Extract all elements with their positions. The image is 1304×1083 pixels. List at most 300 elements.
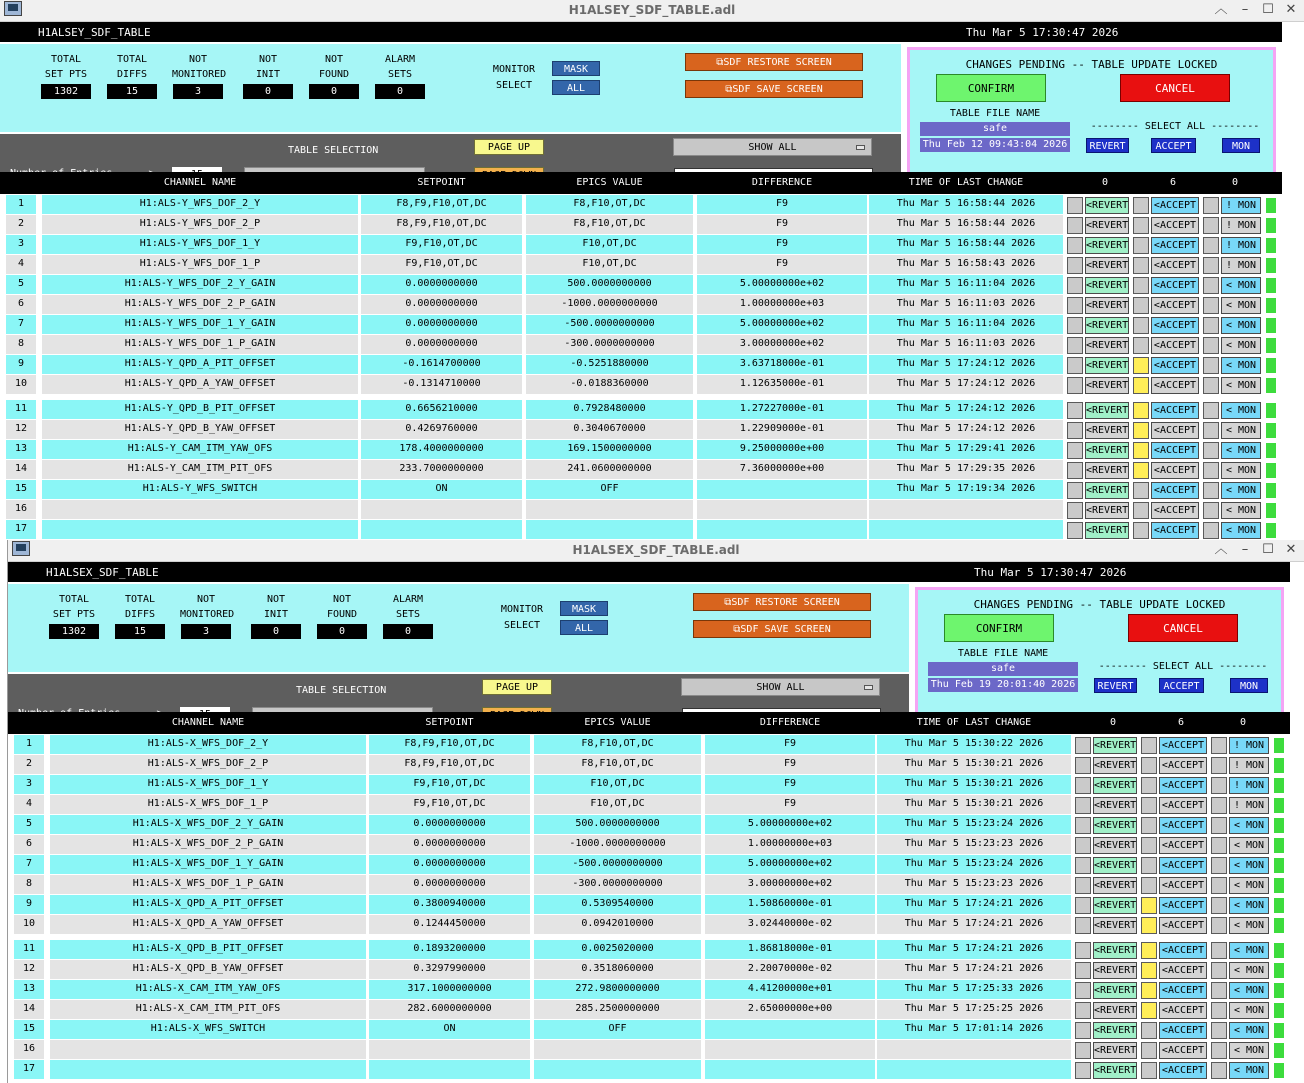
accept-button[interactable]: <ACCEPT <box>1151 422 1199 439</box>
cancel-button[interactable]: CANCEL <box>1120 74 1230 102</box>
revert-checkbox[interactable] <box>1075 837 1091 854</box>
collapse-icon[interactable]: ︿ <box>1214 2 1228 17</box>
channel-name: H1:ALS-X_WFS_DOF_1_P <box>50 795 366 814</box>
accept-button[interactable]: <ACCEPT <box>1159 797 1207 814</box>
accept-checkbox[interactable] <box>1141 797 1157 814</box>
difference-value: 5.00000000e+02 <box>697 275 867 294</box>
revert-button[interactable]: <REVERT <box>1093 1042 1137 1059</box>
accept-button[interactable]: <ACCEPT <box>1159 1022 1207 1039</box>
mon-checkbox[interactable] <box>1203 402 1219 419</box>
revert-checkbox[interactable] <box>1067 442 1083 459</box>
header-mon-count: 0 <box>1231 177 1239 188</box>
show-all-menu[interactable] <box>681 678 880 696</box>
mon-button[interactable]: < MON <box>1221 357 1261 374</box>
accept-button[interactable]: <ACCEPT <box>1151 462 1199 479</box>
mon-checkbox[interactable] <box>1211 1022 1227 1039</box>
revert-checkbox[interactable] <box>1067 277 1083 294</box>
mon-checkbox[interactable] <box>1211 1002 1227 1019</box>
channel-name: H1:ALS-X_QPD_A_YAW_OFFSET <box>50 915 366 934</box>
accept-checkbox[interactable] <box>1133 442 1149 459</box>
mon-checkbox[interactable] <box>1211 737 1227 754</box>
mon-checkbox[interactable] <box>1211 982 1227 999</box>
accept-checkbox[interactable] <box>1133 522 1149 539</box>
mon-checkbox[interactable] <box>1203 277 1219 294</box>
mon-checkbox[interactable] <box>1203 377 1219 394</box>
revert-checkbox[interactable] <box>1075 1022 1091 1039</box>
table-row <box>0 195 1282 215</box>
revert-checkbox[interactable] <box>1075 982 1091 999</box>
revert-button[interactable]: <REVERT <box>1085 277 1129 294</box>
revert-checkbox[interactable] <box>1067 502 1083 519</box>
mon-button[interactable]: < MON <box>1229 982 1269 999</box>
mon-checkbox[interactable] <box>1203 337 1219 354</box>
select-all-mon-button[interactable]: MON <box>1222 138 1260 153</box>
show-all-menu[interactable] <box>673 138 872 156</box>
table-row <box>0 355 1282 375</box>
channel-name: H1:ALS-X_WFS_DOF_1_Y <box>50 775 366 794</box>
mon-checkbox[interactable] <box>1203 482 1219 499</box>
status-led <box>1274 838 1284 853</box>
mon-button[interactable]: < MON <box>1229 1022 1269 1039</box>
mon-button[interactable]: < MON <box>1229 1042 1269 1059</box>
accept-checkbox[interactable] <box>1133 217 1149 234</box>
mon-button[interactable]: ! MON <box>1221 257 1261 274</box>
accept-button[interactable]: <ACCEPT <box>1159 962 1207 979</box>
revert-button[interactable]: <REVERT <box>1093 982 1137 999</box>
accept-button[interactable]: <ACCEPT <box>1151 317 1199 334</box>
table-row <box>8 980 1290 1000</box>
select-all-accept-button[interactable]: ACCEPT <box>1151 138 1196 153</box>
revert-checkbox[interactable] <box>1075 797 1091 814</box>
revert-checkbox[interactable] <box>1075 737 1091 754</box>
row-number: 16 <box>6 500 36 519</box>
accept-checkbox[interactable] <box>1141 1042 1157 1059</box>
mon-checkbox[interactable] <box>1203 237 1219 254</box>
mon-button[interactable]: < MON <box>1221 442 1261 459</box>
accept-button[interactable]: <ACCEPT <box>1151 297 1199 314</box>
mon-button[interactable]: ! MON <box>1229 797 1269 814</box>
accept-checkbox[interactable] <box>1141 982 1157 999</box>
row-number: 7 <box>14 855 44 874</box>
accept-checkbox[interactable] <box>1133 317 1149 334</box>
confirm-button[interactable]: CONFIRM <box>944 614 1054 642</box>
header-revert-count: 0 <box>1101 177 1109 188</box>
maximize-icon[interactable]: ☐ <box>1262 2 1274 17</box>
accept-button[interactable]: <ACCEPT <box>1151 217 1199 234</box>
accept-checkbox[interactable] <box>1133 377 1149 394</box>
stats-panel <box>0 44 901 132</box>
select-all-mon-button[interactable]: MON <box>1230 678 1268 693</box>
mon-checkbox[interactable] <box>1203 422 1219 439</box>
accept-checkbox[interactable] <box>1133 502 1149 519</box>
accept-button[interactable]: <ACCEPT <box>1151 377 1199 394</box>
mon-button[interactable]: < MON <box>1229 917 1269 934</box>
revert-button[interactable]: <REVERT <box>1085 377 1129 394</box>
mon-checkbox[interactable] <box>1211 777 1227 794</box>
row-number: 14 <box>14 1000 44 1019</box>
revert-button[interactable]: <REVERT <box>1093 817 1137 834</box>
mon-button[interactable]: < MON <box>1229 1062 1269 1079</box>
revert-button[interactable]: <REVERT <box>1093 1022 1137 1039</box>
time-of-last-change: Thu Mar 5 17:29:35 2026 <box>869 460 1063 479</box>
accept-checkbox[interactable] <box>1141 1062 1157 1079</box>
screen-content <box>0 22 1304 540</box>
mon-button[interactable]: < MON <box>1229 877 1269 894</box>
status-led <box>1274 983 1284 998</box>
accept-checkbox[interactable] <box>1141 1002 1157 1019</box>
mon-checkbox[interactable] <box>1211 942 1227 959</box>
channel-name: H1:ALS-X_WFS_DOF_2_Y <box>50 735 366 754</box>
mon-checkbox[interactable] <box>1211 1042 1227 1059</box>
mon-button[interactable]: < MON <box>1221 377 1261 394</box>
revert-checkbox[interactable] <box>1067 357 1083 374</box>
accept-button[interactable]: <ACCEPT <box>1159 897 1207 914</box>
accept-checkbox[interactable] <box>1141 817 1157 834</box>
revert-button[interactable]: <REVERT <box>1085 297 1129 314</box>
epics-value: 500.0000000000 <box>526 275 693 294</box>
accept-button[interactable]: <ACCEPT <box>1151 402 1199 419</box>
revert-checkbox[interactable] <box>1075 877 1091 894</box>
select-all-accept-button[interactable]: ACCEPT <box>1159 678 1204 693</box>
mon-button[interactable]: < MON <box>1221 482 1261 499</box>
table-row <box>0 295 1282 315</box>
mon-checkbox[interactable] <box>1203 257 1219 274</box>
revert-button[interactable]: <REVERT <box>1093 857 1137 874</box>
accept-checkbox[interactable] <box>1141 917 1157 934</box>
close-icon[interactable]: ✕ <box>1285 542 1297 557</box>
setpoint-value <box>369 1040 530 1059</box>
accept-checkbox[interactable] <box>1141 837 1157 854</box>
mon-button[interactable]: ! MON <box>1221 237 1261 254</box>
revert-button[interactable]: <REVERT <box>1093 777 1137 794</box>
accept-button[interactable]: <ACCEPT <box>1151 482 1199 499</box>
revert-checkbox[interactable] <box>1067 197 1083 214</box>
revert-button[interactable]: <REVERT <box>1093 1062 1137 1079</box>
channel-name: H1:ALS-X_WFS_DOF_1_P_GAIN <box>50 875 366 894</box>
close-icon[interactable]: ✕ <box>1285 2 1297 17</box>
accept-button[interactable]: <ACCEPT <box>1151 522 1199 539</box>
mon-button[interactable]: < MON <box>1229 897 1269 914</box>
stat-not-found: NOT FOUND 0 <box>308 52 360 99</box>
revert-button[interactable]: <REVERT <box>1085 257 1129 274</box>
revert-button[interactable]: <REVERT <box>1093 877 1137 894</box>
mon-button[interactable]: < MON <box>1229 1002 1269 1019</box>
status-led <box>1274 818 1284 833</box>
revert-checkbox[interactable] <box>1067 482 1083 499</box>
mon-button[interactable]: ! MON <box>1221 217 1261 234</box>
revert-checkbox[interactable] <box>1067 402 1083 419</box>
sdf-save-screen-button[interactable]: ⧉SDF SAVE SCREEN <box>685 80 863 98</box>
revert-checkbox[interactable] <box>1075 897 1091 914</box>
mon-checkbox[interactable] <box>1211 962 1227 979</box>
epics-value: F8,F10,OT,DC <box>534 735 701 754</box>
revert-checkbox[interactable] <box>1067 297 1083 314</box>
table-row <box>0 315 1282 335</box>
status-led <box>1266 278 1276 293</box>
accept-checkbox[interactable] <box>1141 942 1157 959</box>
revert-button[interactable]: <REVERT <box>1093 942 1137 959</box>
mon-button[interactable]: < MON <box>1221 462 1261 479</box>
difference-value: 7.36000000e+00 <box>697 460 867 479</box>
revert-checkbox[interactable] <box>1075 917 1091 934</box>
revert-checkbox[interactable] <box>1075 1002 1091 1019</box>
accept-button[interactable]: <ACCEPT <box>1151 442 1199 459</box>
mon-button[interactable]: < MON <box>1221 277 1261 294</box>
accept-checkbox[interactable] <box>1141 737 1157 754</box>
revert-button[interactable]: <REVERT <box>1085 357 1129 374</box>
sdf-restore-screen-button[interactable]: ⧉SDF RESTORE SCREEN <box>685 53 863 71</box>
accept-checkbox[interactable] <box>1133 357 1149 374</box>
status-led <box>1266 218 1276 233</box>
accept-checkbox[interactable] <box>1133 462 1149 479</box>
accept-checkbox[interactable] <box>1133 277 1149 294</box>
accept-button[interactable]: <ACCEPT <box>1151 337 1199 354</box>
mon-button[interactable]: < MON <box>1221 337 1261 354</box>
select-all-revert-button[interactable]: REVERT <box>1094 678 1137 693</box>
status-led <box>1274 758 1284 773</box>
difference-value: 3.63718000e-01 <box>697 355 867 374</box>
setpoint-value <box>369 1060 530 1079</box>
mon-button[interactable]: < MON <box>1221 402 1261 419</box>
accept-button[interactable]: <ACCEPT <box>1151 237 1199 254</box>
time-of-last-change: Thu Mar 5 17:24:21 2026 <box>877 915 1071 934</box>
mon-button[interactable]: ! MON <box>1229 757 1269 774</box>
all-button[interactable]: ALL <box>552 80 600 95</box>
accept-checkbox[interactable] <box>1141 962 1157 979</box>
accept-checkbox[interactable] <box>1133 402 1149 419</box>
revert-checkbox[interactable] <box>1075 962 1091 979</box>
revert-checkbox[interactable] <box>1067 217 1083 234</box>
revert-button[interactable]: <REVERT <box>1085 317 1129 334</box>
collapse-icon[interactable]: ︿ <box>1214 542 1228 557</box>
revert-checkbox[interactable] <box>1075 1062 1091 1079</box>
revert-button[interactable]: <REVERT <box>1085 482 1129 499</box>
setpoint-value: -0.1614700000 <box>361 355 522 374</box>
revert-checkbox[interactable] <box>1075 757 1091 774</box>
mon-checkbox[interactable] <box>1211 897 1227 914</box>
mon-checkbox[interactable] <box>1203 462 1219 479</box>
header-epics-value: EPICS VALUE <box>584 717 651 728</box>
difference-value: F9 <box>697 255 867 274</box>
revert-checkbox[interactable] <box>1067 257 1083 274</box>
mask-button[interactable]: MASK <box>560 601 608 616</box>
mon-checkbox[interactable] <box>1211 1062 1227 1079</box>
row-number: 13 <box>6 440 36 459</box>
mon-checkbox[interactable] <box>1203 357 1219 374</box>
accept-button[interactable]: <ACCEPT <box>1159 1062 1207 1079</box>
difference-value: F9 <box>705 775 875 794</box>
channel-name: H1:ALS-Y_CAM_ITM_YAW_OFS <box>42 440 358 459</box>
mon-checkbox[interactable] <box>1211 817 1227 834</box>
status-led <box>1266 463 1276 478</box>
table-row <box>0 215 1282 235</box>
accept-button[interactable]: <ACCEPT <box>1151 197 1199 214</box>
mask-button[interactable]: MASK <box>552 61 600 76</box>
all-button[interactable]: ALL <box>560 620 608 635</box>
accept-checkbox[interactable] <box>1133 237 1149 254</box>
time-of-last-change: Thu Mar 5 17:25:33 2026 <box>877 980 1071 999</box>
mon-button[interactable]: < MON <box>1221 522 1261 539</box>
revert-button[interactable]: <REVERT <box>1093 962 1137 979</box>
accept-button[interactable]: <ACCEPT <box>1159 737 1207 754</box>
setpoint-value: 0.1893200000 <box>369 940 530 959</box>
mon-button[interactable]: ! MON <box>1229 777 1269 794</box>
revert-button[interactable]: <REVERT <box>1085 197 1129 214</box>
accept-button[interactable]: <ACCEPT <box>1159 917 1207 934</box>
accept-checkbox[interactable] <box>1133 297 1149 314</box>
revert-button[interactable]: <REVERT <box>1085 217 1129 234</box>
accept-button[interactable]: <ACCEPT <box>1151 357 1199 374</box>
mon-button[interactable]: < MON <box>1229 962 1269 979</box>
revert-checkbox[interactable] <box>1075 857 1091 874</box>
confirm-button[interactable]: CONFIRM <box>936 74 1046 102</box>
window-titlebar[interactable] <box>0 0 1304 22</box>
accept-checkbox[interactable] <box>1141 857 1157 874</box>
stat-not-found: NOT FOUND 0 <box>316 592 368 639</box>
mon-checkbox[interactable] <box>1203 217 1219 234</box>
revert-checkbox[interactable] <box>1067 337 1083 354</box>
accept-checkbox[interactable] <box>1141 897 1157 914</box>
accept-button[interactable]: <ACCEPT <box>1159 982 1207 999</box>
minimize-icon[interactable]: – <box>1241 2 1249 17</box>
accept-checkbox[interactable] <box>1141 877 1157 894</box>
sdf-restore-screen-button[interactable]: ⧉SDF RESTORE SCREEN <box>693 593 871 611</box>
setpoint-value: ON <box>369 1020 530 1039</box>
revert-button[interactable]: <REVERT <box>1093 917 1137 934</box>
revert-button[interactable]: <REVERT <box>1085 442 1129 459</box>
mon-checkbox[interactable] <box>1203 522 1219 539</box>
revert-checkbox[interactable] <box>1067 522 1083 539</box>
revert-button[interactable]: <REVERT <box>1093 757 1137 774</box>
channel-name: H1:ALS-X_CAM_ITM_YAW_OFS <box>50 980 366 999</box>
accept-checkbox[interactable] <box>1133 197 1149 214</box>
revert-checkbox[interactable] <box>1075 1042 1091 1059</box>
accept-checkbox[interactable] <box>1141 757 1157 774</box>
revert-button[interactable]: <REVERT <box>1085 502 1129 519</box>
revert-button[interactable]: <REVERT <box>1093 737 1137 754</box>
accept-button[interactable]: <ACCEPT <box>1159 857 1207 874</box>
channel-name: H1:ALS-Y_WFS_DOF_1_P_GAIN <box>42 335 358 354</box>
revert-button[interactable]: <REVERT <box>1085 337 1129 354</box>
accept-checkbox[interactable] <box>1133 337 1149 354</box>
revert-button[interactable]: <REVERT <box>1093 897 1137 914</box>
revert-button[interactable]: <REVERT <box>1093 797 1137 814</box>
mon-button[interactable]: ! MON <box>1229 737 1269 754</box>
mon-checkbox[interactable] <box>1203 297 1219 314</box>
mon-checkbox[interactable] <box>1211 917 1227 934</box>
menu-indicator-icon <box>856 145 865 150</box>
cancel-button[interactable]: CANCEL <box>1128 614 1238 642</box>
mon-button[interactable]: < MON <box>1221 502 1261 519</box>
accept-button[interactable]: <ACCEPT <box>1159 817 1207 834</box>
accept-checkbox[interactable] <box>1141 1022 1157 1039</box>
select-all-revert-button[interactable]: REVERT <box>1086 138 1129 153</box>
page-up-button[interactable]: PAGE UP <box>474 139 544 155</box>
revert-checkbox[interactable] <box>1067 462 1083 479</box>
mon-checkbox[interactable] <box>1211 757 1227 774</box>
mon-checkbox[interactable] <box>1211 797 1227 814</box>
mon-button[interactable]: < MON <box>1221 422 1261 439</box>
page-up-button[interactable]: PAGE UP <box>482 679 552 695</box>
setpoint-value: 0.0000000000 <box>369 855 530 874</box>
accept-button[interactable]: <ACCEPT <box>1159 942 1207 959</box>
revert-checkbox[interactable] <box>1075 777 1091 794</box>
channel-name: H1:ALS-Y_CAM_ITM_PIT_OFS <box>42 460 358 479</box>
mon-button[interactable]: < MON <box>1229 837 1269 854</box>
revert-checkbox[interactable] <box>1075 817 1091 834</box>
difference-value: 1.22909000e-01 <box>697 420 867 439</box>
window-titlebar[interactable] <box>8 540 1304 562</box>
revert-checkbox[interactable] <box>1067 377 1083 394</box>
accept-button[interactable]: <ACCEPT <box>1159 877 1207 894</box>
table-row <box>0 420 1282 440</box>
accept-button[interactable]: <ACCEPT <box>1151 502 1199 519</box>
mon-checkbox[interactable] <box>1203 442 1219 459</box>
minimize-icon[interactable]: – <box>1241 542 1249 557</box>
mon-checkbox[interactable] <box>1203 502 1219 519</box>
difference-value: 1.27227000e-01 <box>697 400 867 419</box>
row-number: 4 <box>14 795 44 814</box>
revert-button[interactable]: <REVERT <box>1093 1002 1137 1019</box>
table-file-date: Thu Feb 12 09:43:04 2026 <box>920 138 1070 152</box>
accept-button[interactable]: <ACCEPT <box>1159 1042 1207 1059</box>
mon-checkbox[interactable] <box>1211 857 1227 874</box>
revert-button[interactable]: <REVERT <box>1085 462 1129 479</box>
accept-button[interactable]: <ACCEPT <box>1151 277 1199 294</box>
sdf-save-screen-button[interactable]: ⧉SDF SAVE SCREEN <box>693 620 871 638</box>
accept-button[interactable]: <ACCEPT <box>1159 777 1207 794</box>
mon-button[interactable]: < MON <box>1221 317 1261 334</box>
accept-button[interactable]: <ACCEPT <box>1159 1002 1207 1019</box>
status-led <box>1266 318 1276 333</box>
accept-checkbox[interactable] <box>1133 257 1149 274</box>
revert-button[interactable]: <REVERT <box>1085 237 1129 254</box>
accept-button[interactable]: <ACCEPT <box>1159 837 1207 854</box>
table-file-name: safe <box>928 662 1078 676</box>
accept-button[interactable]: <ACCEPT <box>1159 757 1207 774</box>
revert-checkbox[interactable] <box>1067 422 1083 439</box>
mon-button[interactable]: < MON <box>1229 857 1269 874</box>
accept-checkbox[interactable] <box>1133 422 1149 439</box>
time-of-last-change <box>877 1060 1071 1079</box>
maximize-icon[interactable]: ☐ <box>1262 542 1274 557</box>
revert-button[interactable]: <REVERT <box>1085 422 1129 439</box>
mon-button[interactable]: ! MON <box>1221 197 1261 214</box>
mon-checkbox[interactable] <box>1203 197 1219 214</box>
accept-button[interactable]: <ACCEPT <box>1151 257 1199 274</box>
mon-checkbox[interactable] <box>1203 317 1219 334</box>
changes-pending-title: CHANGES PENDING -- TABLE UPDATE LOCKED <box>973 598 1226 611</box>
revert-button[interactable]: <REVERT <box>1085 402 1129 419</box>
revert-checkbox[interactable] <box>1075 942 1091 959</box>
epics-value: 0.0942010000 <box>534 915 701 934</box>
mon-button[interactable]: < MON <box>1221 297 1261 314</box>
accept-checkbox[interactable] <box>1133 482 1149 499</box>
mon-checkbox[interactable] <box>1211 837 1227 854</box>
epics-value: -500.0000000000 <box>534 855 701 874</box>
status-led <box>1274 858 1284 873</box>
mon-button[interactable]: < MON <box>1229 942 1269 959</box>
revert-checkbox[interactable] <box>1067 317 1083 334</box>
accept-checkbox[interactable] <box>1141 777 1157 794</box>
revert-checkbox[interactable] <box>1067 237 1083 254</box>
revert-button[interactable]: <REVERT <box>1085 522 1129 539</box>
row-number: 17 <box>14 1060 44 1079</box>
mon-button[interactable]: < MON <box>1229 817 1269 834</box>
row-number: 10 <box>14 915 44 934</box>
revert-button[interactable]: <REVERT <box>1093 837 1137 854</box>
mon-checkbox[interactable] <box>1211 877 1227 894</box>
